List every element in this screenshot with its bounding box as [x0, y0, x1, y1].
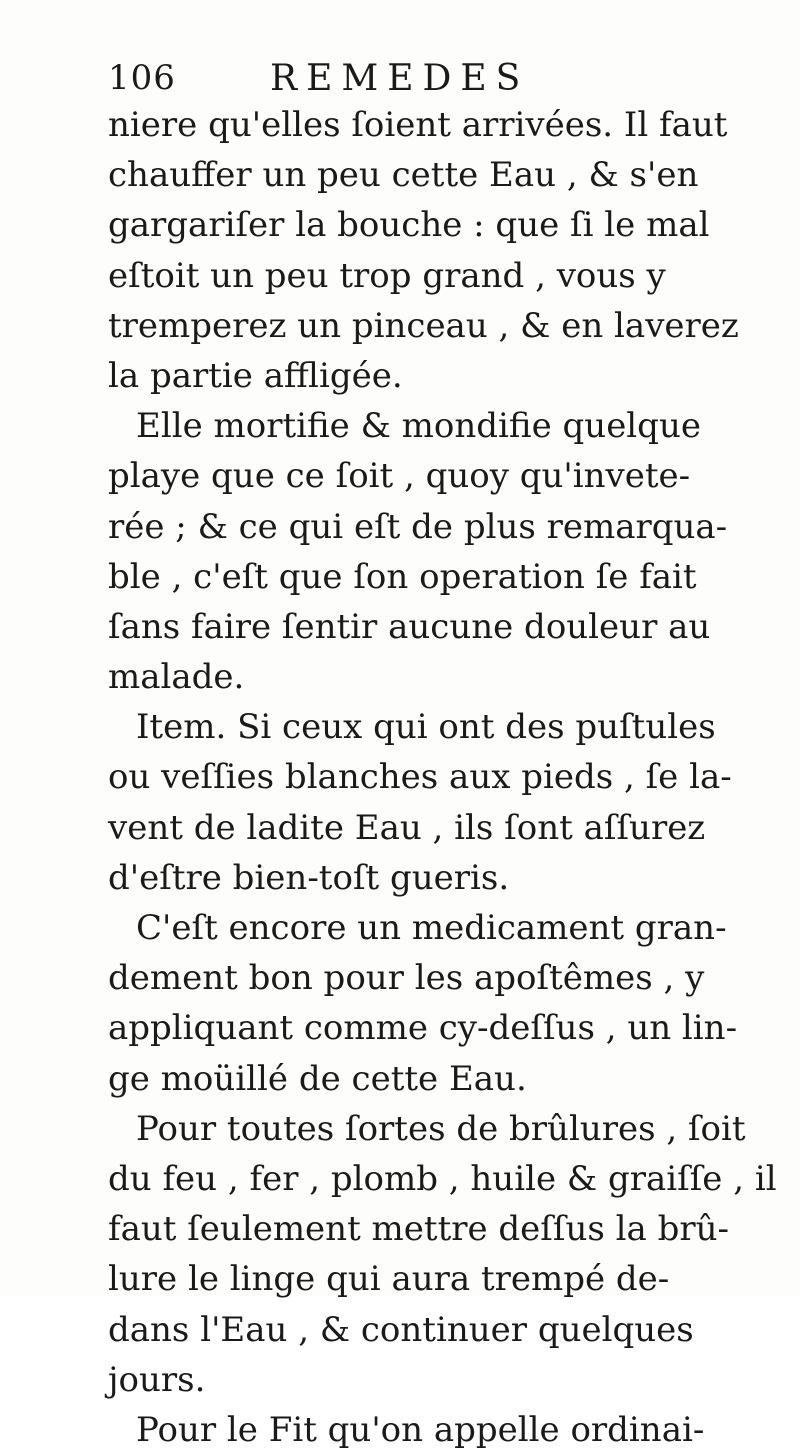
text-line: jours. — [108, 1359, 206, 1400]
text-line: rée ; & ce qui eſt de plus remarqua- — [108, 506, 728, 547]
text-line: ge moüillé de cette Eau. — [108, 1058, 527, 1099]
text-line: ſans faire ſentir aucune douleur au — [108, 606, 711, 647]
text-line: chauffer un peu cette Eau , & s'en — [108, 155, 699, 196]
text-line: d'eſtre bien-toſt gueris. — [108, 857, 510, 898]
text-line: Pour toutes ſortes de brûlures , ſoit — [136, 1108, 746, 1149]
text-line: dement bon pour les apoſtêmes , y — [108, 958, 705, 999]
text-line: ble , c'eſt que ſon operation ſe fait — [108, 556, 697, 597]
text-line: Elle mortifie & mondifie quelque — [136, 406, 701, 447]
text-line: tremperez un pinceau , & en laverez — [108, 305, 739, 346]
text-line: Pour le Fit qu'on appelle ordinai- — [136, 1409, 705, 1450]
page-number: 106 — [108, 58, 176, 98]
text-line: appliquant comme cy-deſſus , un lin- — [108, 1008, 738, 1049]
text-line: playe que ce ſoit , quoy qu'invete- — [108, 456, 691, 497]
text-line: gargariſer la bouche : que ſi le mal — [108, 205, 710, 246]
text-line: Item. Si ceux qui ont des puſtules — [136, 707, 716, 748]
text-line: lure le linge qui aura trempé de- — [108, 1259, 670, 1300]
text-line: la partie affligée. — [108, 355, 403, 396]
text-line: eſtoit un peu trop grand , vous y — [108, 255, 666, 296]
running-title: REMEDES — [270, 58, 530, 99]
text-line: du feu , fer , plomb , huile & graiſſe , il — [108, 1158, 777, 1199]
body-text — [108, 100, 777, 1455]
text-line: C'eſt encore un medicament gran- — [136, 908, 727, 948]
page-header — [108, 58, 668, 104]
text-line: dans l'Eau , & continuer quelques — [108, 1309, 694, 1350]
text-line: vent de ladite Eau , ils ſont aſſurez — [108, 807, 706, 848]
text-line: faut ſeulement mettre deſſus la brû- — [108, 1209, 729, 1250]
text-line: malade. — [108, 657, 245, 698]
text-line: ou veſſies blanches aux pieds , ſe la- — [108, 757, 732, 798]
text-line: niere qu'elles ſoient arrivées. Il faut — [108, 105, 728, 145]
